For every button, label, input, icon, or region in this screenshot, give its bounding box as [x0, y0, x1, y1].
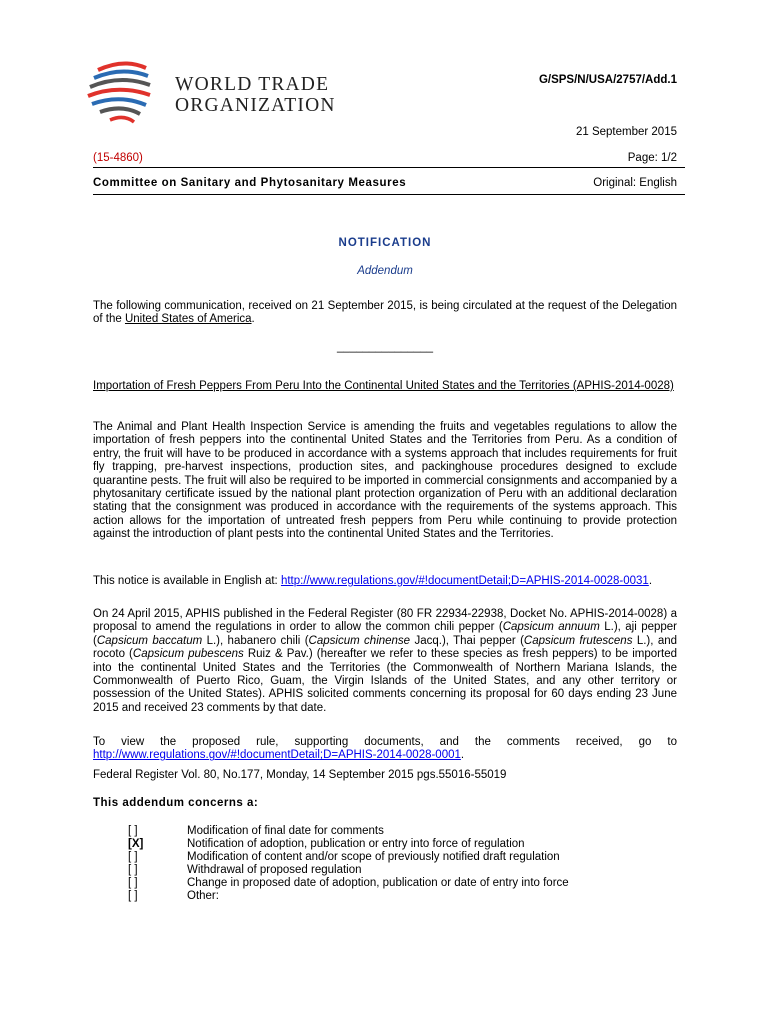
history-text-d: Jacq.), Thai pepper (	[410, 634, 524, 647]
option-label: Withdrawal of proposed regulation	[187, 864, 362, 876]
option-label: Other:	[187, 890, 219, 902]
description-paragraph: The Animal and Plant Health Inspection Service is amending the fruits and vegetables regulations to allow the importation of fresh peppers into the continental United States and the Territories from Peru. As a condition of entry, the fruit will have to be produced in accordance with a systems approach that includes requirements for fruit fly trapping, pre-harvest inspections, production sites, and packinghouse procedures designed to exclude quarantine pests. The fruit will also be required to be imported in commercial consignments and accompanied by a phytosanitary certificate issued by the national plant protection organization of Peru with an additional declaration stating that the consignment was produced in accordance with the requirements of the systems approach. This action allows for the importation of untreated fresh peppers from Peru while continuing to provide protection against the introduction of plant pests into the continental United States and the Territories.	[93, 421, 677, 541]
option-label: Notification of adoption, publication or entry into force of regulation	[187, 838, 525, 850]
intro-text: The following communication, received on 21 September 2015, is being circulated at the request of the Delegation of the	[93, 300, 677, 326]
species-annuum: Capsicum annuum	[502, 621, 600, 634]
view-end: .	[460, 749, 465, 762]
org-name-line-1: WORLD TRADE	[175, 74, 330, 95]
history-paragraph	[93, 608, 677, 715]
addendum-subheading: Addendum	[357, 265, 413, 277]
header-rule	[93, 167, 685, 168]
notice-end: .	[648, 575, 653, 587]
option-checkbox: [ ]	[128, 825, 138, 837]
option-label: Modification of content and/or scope of previously notified draft regulation	[187, 851, 560, 863]
history-text-c: L.), habanero chili (	[202, 634, 309, 647]
notice-paragraph	[93, 575, 677, 588]
species-pubescens: Capsicum pubescens	[132, 648, 244, 661]
section-title: Importation of Fresh Peppers From Peru Into the Continental United States and the Territories (APHIS-2014-0028)	[93, 380, 674, 392]
original-language: Original: English	[593, 177, 677, 189]
option-checkbox: [ ]	[128, 890, 138, 902]
option-checkbox: [ ]	[128, 864, 138, 876]
notice-link[interactable]: http://www.regulations.gov/#!documentDetail;D=APHIS-2014-0028-0031	[280, 575, 649, 587]
page-indicator: Page: 1/2	[627, 152, 677, 164]
document-symbol: G/SPS/N/USA/2757/Add.1	[538, 74, 677, 86]
notification-heading: NOTIFICATION	[338, 237, 432, 249]
option-checkbox: [ ]	[128, 877, 138, 889]
species-frutescens: Capsicum frutescens	[523, 634, 633, 647]
history-text-a: On 24 April 2015, APHIS published in the Federal Register (80 FR 22934-22938, Docket No. APHIS-2014-0028) a proposal to amend the regulations in order to allow the common chili pepper (	[93, 608, 677, 634]
history-text-e: L.), and rocoto (	[93, 634, 678, 661]
species-baccatum: Capsicum baccatum	[96, 634, 203, 647]
option-label: Modification of final date for comments	[187, 825, 384, 837]
document-date: 21 September 2015	[575, 126, 677, 138]
wto-logo-emblem	[84, 60, 184, 130]
organization-name	[175, 74, 336, 116]
intro-end: .	[251, 313, 255, 326]
federal-register-reference: Federal Register Vol. 80, No.177, Monday, 14 September 2015 pgs.55016-55019	[93, 769, 507, 781]
option-checkbox: [X]	[128, 838, 144, 850]
notice-text: This notice is available in English at:	[93, 575, 281, 587]
history-text-b: L.), aji pepper (	[93, 621, 678, 647]
view-text: To view the proposed rule, supporting documents, and the comments received, go to	[93, 736, 677, 748]
document-number: (15-4860)	[93, 152, 143, 164]
intro-paragraph	[93, 300, 677, 327]
history-text-f: Ruiz & Pav.) (hereafter we refer to these species as fresh peppers) to be imported into the continental United States and the Territories (the Commonwealth of Northern Mariana Islands, the Commonwealth of Puerto Rico, Guam, the Virgin Islands of the United States, and any other territory or possession of the United States). APHIS solicited comments concerning its proposal for 60 days ending 23 June 2015 and received 23 comments by that date.	[93, 648, 677, 714]
concerns-heading: This addendum concerns a:	[93, 797, 259, 809]
separator-line: _______________	[337, 341, 433, 353]
option-label: Change in proposed date of adoption, publication or date of entry into force	[187, 877, 569, 889]
org-name-line-2: ORGANIZATION	[175, 95, 336, 116]
view-link[interactable]: http://www.regulations.gov/#!documentDetail;D=APHIS-2014-0028-0001	[93, 749, 461, 762]
species-chinense: Capsicum chinense	[308, 634, 411, 647]
committee-rule	[93, 194, 685, 195]
intro-country: United States of America	[124, 313, 252, 326]
committee-name: Committee on Sanitary and Phytosanitary Measures	[93, 177, 407, 189]
option-checkbox: [ ]	[128, 851, 138, 863]
view-paragraph	[93, 736, 677, 763]
